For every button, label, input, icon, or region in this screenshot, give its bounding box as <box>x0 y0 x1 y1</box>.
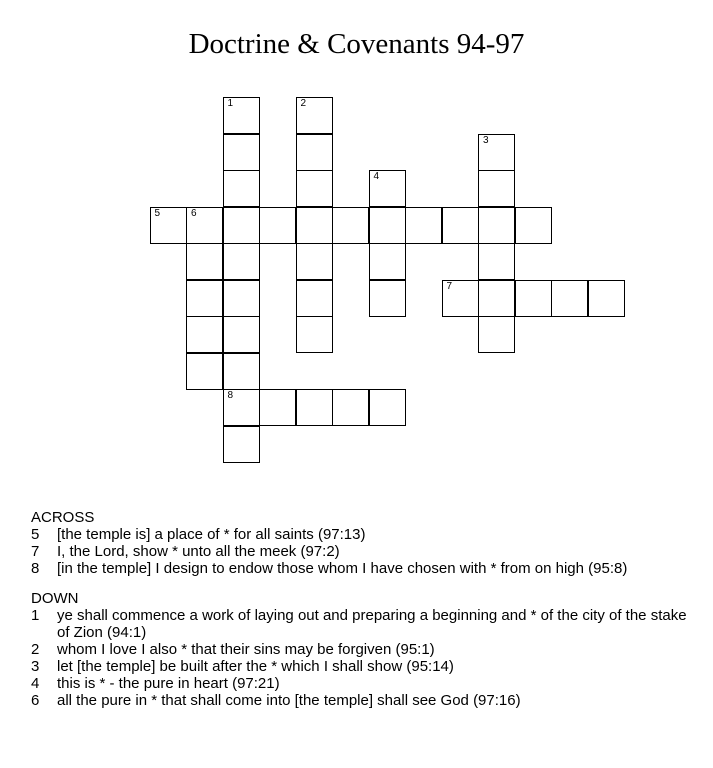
crossword-cell[interactable] <box>369 389 406 426</box>
crossword-cell[interactable] <box>442 280 479 317</box>
crossword-cell[interactable] <box>223 353 260 390</box>
crossword-cell[interactable] <box>223 207 260 244</box>
crossword-cell[interactable] <box>259 207 296 244</box>
crossword-cell[interactable] <box>296 243 333 280</box>
crossword-cell[interactable] <box>478 280 515 317</box>
crossword-cell[interactable] <box>332 207 369 244</box>
crossword-cell[interactable] <box>223 97 260 134</box>
crossword-cell[interactable] <box>186 353 223 390</box>
crossword-cell[interactable] <box>369 280 406 317</box>
across-clue <box>31 543 701 560</box>
crossword-cell[interactable] <box>186 280 223 317</box>
clue-text: [the temple is] a place of * for all saints (97:13) <box>57 526 366 543</box>
crossword-cell[interactable] <box>296 134 333 171</box>
clue-number: 3 <box>31 658 40 675</box>
crossword-cell[interactable] <box>369 243 406 280</box>
clue-text: let [the temple] be built after the * which I shall show (95:14) <box>57 658 454 675</box>
clue-text: all the pure in * that shall come into [the temple] shall see God (97:16) <box>57 692 521 709</box>
across-heading: ACROSS <box>31 509 95 526</box>
clue-text: ye shall commence a work of laying out and preparing a beginning and * of the city of the stake of Zion (94:1) <box>57 607 687 641</box>
crossword-cell[interactable] <box>369 170 406 207</box>
clue-list <box>31 509 701 709</box>
cell-number: 2 <box>300 98 307 109</box>
clue-text: this is * - the pure in heart (97:21) <box>57 675 280 692</box>
crossword-cell[interactable] <box>296 316 333 353</box>
page-title: Doctrine & Covenants 94-97 <box>188 28 525 60</box>
cell-number: 7 <box>446 280 453 292</box>
crossword-cell[interactable] <box>223 426 260 463</box>
cell-number: 5 <box>154 207 161 219</box>
down-clue <box>31 641 701 658</box>
crossword-cell[interactable] <box>296 97 333 134</box>
crossword-cell[interactable] <box>332 389 369 426</box>
across-clue <box>31 526 701 543</box>
crossword-cell[interactable] <box>442 207 479 244</box>
crossword-cell[interactable] <box>223 243 260 280</box>
crossword-cell[interactable] <box>186 316 223 353</box>
down-clue <box>31 675 701 692</box>
crossword-cell[interactable] <box>223 316 260 353</box>
crossword-cell[interactable] <box>223 170 260 207</box>
cell-number: 1 <box>227 98 234 109</box>
crossword-cell[interactable] <box>588 280 625 317</box>
cell-number: 3 <box>483 134 489 146</box>
down-clues <box>31 607 701 709</box>
crossword-cell[interactable] <box>223 134 260 171</box>
clue-number: 6 <box>31 692 40 709</box>
crossword-cell[interactable] <box>223 280 260 317</box>
crossword-cell[interactable] <box>186 207 223 244</box>
clue-text: I, the Lord, show * unto all the meek (97:2) <box>57 543 340 560</box>
clue-number: 4 <box>31 675 40 692</box>
crossword-cell[interactable] <box>551 280 588 317</box>
crossword-cell[interactable] <box>186 243 223 280</box>
cell-number: 4 <box>373 171 380 182</box>
crossword-cell[interactable] <box>478 243 515 280</box>
clue-number: 1 <box>31 607 40 624</box>
across-clue <box>31 560 701 577</box>
clue-text: whom I love I also * that their sins may be forgiven (95:1) <box>57 641 435 658</box>
crossword-cell[interactable] <box>296 170 333 207</box>
crossword-cell[interactable] <box>478 134 515 171</box>
crossword-cell[interactable] <box>478 316 515 353</box>
crossword-cell[interactable] <box>405 207 442 244</box>
crossword-cell[interactable] <box>150 207 187 244</box>
crossword-cell[interactable] <box>259 389 296 426</box>
crossword-cell[interactable] <box>515 207 552 244</box>
clue-text: [in the temple] I design to endow those whom I have chosen with * from on high (95:8) <box>57 560 628 577</box>
crossword-cell[interactable] <box>369 207 406 244</box>
clue-number: 7 <box>31 543 40 560</box>
cell-number: 8 <box>227 390 234 401</box>
down-clue <box>31 607 701 641</box>
clue-number: 2 <box>31 641 40 658</box>
clue-number: 5 <box>31 526 40 543</box>
down-clue <box>31 658 701 675</box>
crossword-cell[interactable] <box>296 207 333 244</box>
clue-number: 8 <box>31 560 40 577</box>
crossword-cell[interactable] <box>296 280 333 317</box>
crossword-cell[interactable] <box>223 389 260 426</box>
crossword-cell[interactable] <box>478 207 515 244</box>
cell-number: 6 <box>191 207 197 219</box>
crossword-cell[interactable] <box>296 389 333 426</box>
across-clues <box>31 526 701 577</box>
down-clue <box>31 692 701 709</box>
crossword-cell[interactable] <box>515 280 552 317</box>
down-heading: DOWN <box>31 590 79 607</box>
crossword-cell[interactable] <box>478 170 515 207</box>
